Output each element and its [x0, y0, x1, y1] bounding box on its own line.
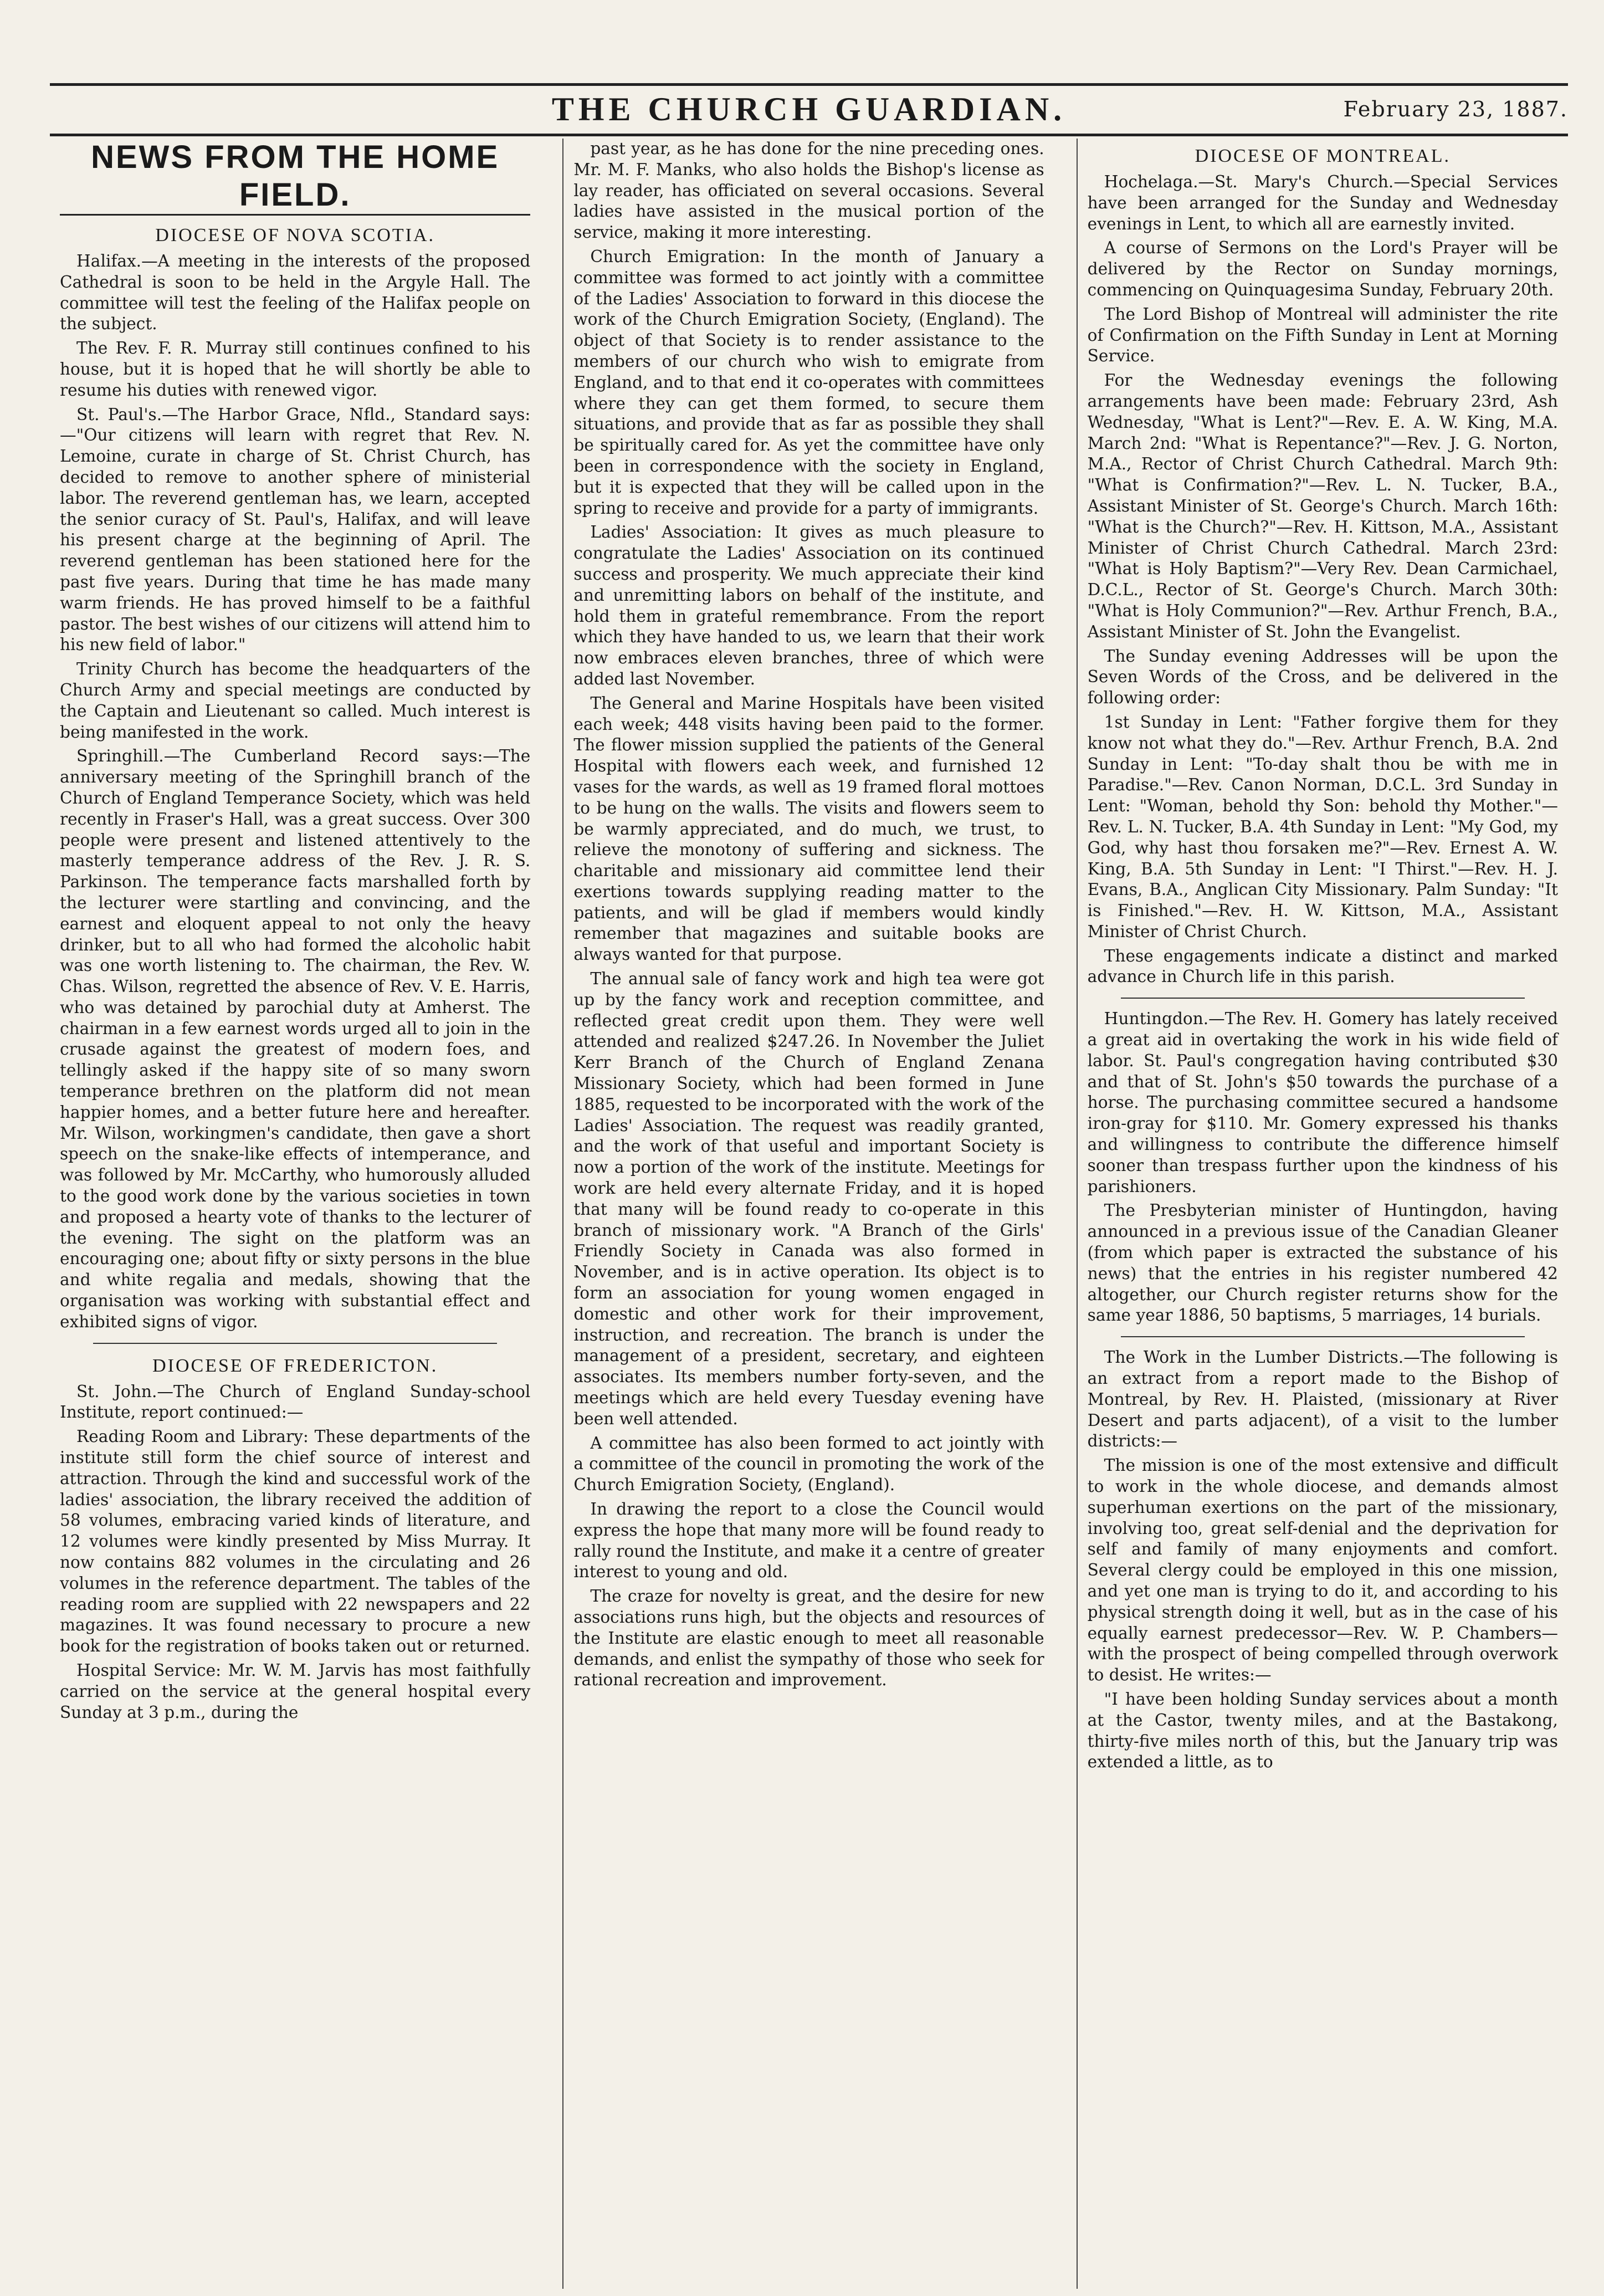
- paragraph: The Sunday evening Addresses will be upon the Seven Words of the Cross, and be delivered in the following order:: [1087, 646, 1558, 708]
- column-3: [1077, 139, 1568, 2289]
- paragraph: Hochelaga.—St. Mary's Church.—Special Services have been arranged for the Sunday and Wednesday evenings in Lent, to which all are earnestly invited.: [1087, 172, 1558, 233]
- paragraph: The craze for novelty is great, and the desire for new associations runs high, but the objects and resources of the Institute are elastic enough to meet all reasonable demands, and enlist the sympathy of those who seek for rational recreation and improvement.: [573, 1587, 1044, 1690]
- paragraph: In drawing the report to a close the Council would express the hope that many more will be found ready to rally round the Institute, and make it a centre of greater interest to young and old.: [573, 1500, 1044, 1582]
- paragraph: The Lord Bishop of Montreal will administer the rite of Confirmation on the Fifth Sunday in Lent at Morning Service.: [1087, 304, 1558, 366]
- paragraph: 1st Sunday in Lent: "Father forgive them for they know not what they do."—Rev. Arthur French, B.A. 2nd Sunday in Lent: "To-day shalt thou be with me in Paradise."—Rev. Canon Norman, D.C.L. 3rd Sunday in Lent: "Woman, behold thy Son: behold thy Mother."—Rev. L. N. Tucker, B.A. 4th Sunday in Lent: "My God, my God, why hast thou forsaken me?"—Rev. Ernest A. W. King, B.A. 5th Sunday in Lent: "I Thirst."—Rev. H. J. Evans, B.A., Anglican City Missionary. Palm Sunday: "It is Finished."—Rev. H. W. Kittson, M.A., Assistant Minister of Christ Church.: [1087, 712, 1558, 941]
- paragraph: The General and Marine Hospitals have been visited each week; 448 visits having been paid to the former. The flower mission supplied the patients of the General Hospital with flowers each week, and furnished 12 vases for the wards, as well as 19 framed floral mottoes to be hung on the walls. The visits and flowers seem to be warmly appreciated, and do much, we trust, to relieve the monotony of suffering and sickness. The charitable and missionary aid committee lend their exertions towards supplying reading matter to the patients, and will be glad if members would kindly remember that magazines and suitable books are always wanted for that purpose.: [573, 693, 1044, 964]
- paragraph: The mission is one of the most extensive and difficult to work in the whole diocese, and demands almost superhuman exertions on the part of the missionary, involving too, great self-denial and the deprivation for self and family of many enjoyments and comfort. Several clergy could be employed in this one mission, and yet one man is trying to do it, and according to his physical strength doing it well, but as in the case of his equally earnest predecessor—Rev. W. P. Chambers—with the prospect of being compelled through overwork to desist. He writes:—: [1087, 1456, 1558, 1685]
- paragraph: The Presbyterian minister of Huntingdon, having announced in a previous issue of the Canadian Gleaner (from which paper is extracted the substance of his news) that the entries in his register numbered 42 altogether, our Church register returns show for the same year 1886, 50 baptisms, 5 marriages, 14 burials.: [1087, 1201, 1558, 1325]
- diocese-heading-fredericton: DIOCESE OF FREDERICTON.: [152, 1355, 438, 1376]
- paragraph: Church Emigration: In the month of January a committee was formed to act jointly with a committee of the Ladies' Association to forward in this diocese the work of the Church Emigration Society, (England). The object of that Society is to render assistance to the members of our church who wish to emigrate from England, and to that end it co-operates with committees where they can get them formed, to secure them situations, and provide that as far as possible they shall be spiritually cared for. As yet the committee have only been in correspondence with the society in England, but it is expected that they will be called upon in the spring to receive and provide for a party of immigrants.: [573, 247, 1044, 518]
- paragraph: Springhill.—The Cumberland Record says:—The anniversary meeting of the Springhill branch of the Church of England Temperance Society, which was held recently in Fraser's Hall, was a great success. Over 300 people were present and listened attentively to the masterly temperance address of the Rev. J. R. S. Parkinson. The temperance facts marshalled forth by the lecturer were startling and convincing, and the earnest and eloquent appeal to not only the heavy drinker, but to all who had formed the alcoholic habit was one worth listening to. The chairman, the Rev. W. Chas. Wilson, regretted the absence of Rev. V. E. Harris, who was detained by parochial duty at Amherst. The chairman in a few earnest words urged all to join in the crusade against the greatest of modern foes, and tellingly asked if the happy site of so many sworn temperance brethren on the platform did not mean happier homes, and a better future here and hereafter. Mr. Wilson, workingmen's candidate, then gave a short speech on the snake-like effects of intemperance, and was followed by Mr. McCarthy, who humorously alluded to the good work done by the various societies in town and proposed a hearty vote of thanks to the lecturer of the evening. The sight on the platform was an encouraging one; about fifty or sixty persons in the blue and white regalia and medals, showing that the organisation was working with substantial effect and exhibited signs of vigor.: [60, 746, 531, 1331]
- paragraph: Hospital Service: Mr. W. M. Jarvis has most faithfully carried on the service at the general hospital every Sunday at 3 p.m., during the: [60, 1661, 531, 1722]
- paragraph: "I have been holding Sunday services about a month at the Castor, twenty miles, and at the Bastakong, thirty-five miles north of this, but the January trip was extended a little, as to: [1087, 1689, 1558, 1772]
- paragraph: past year, as he has done for the nine preceding ones. Mr. M. F. Manks, who also holds the Bishop's license as lay reader, has officiated on several occasions. Several ladies have assisted in the musical portion of the service, making it more interesting.: [573, 139, 1044, 242]
- divider: [93, 1343, 497, 1344]
- paragraph: A course of Sermons on the Lord's Prayer will be delivered by the Rector on Sunday mornings, commencing on Quinquagesima Sunday, February 20th.: [1087, 238, 1558, 299]
- paragraph: Halifax.—A meeting in the interests of the proposed Cathedral is soon to be held in the Argyle Hall. The committee will test the feeling of the Halifax people on the subject.: [60, 252, 531, 334]
- newspaper-title: THE CHURCH GUARDIAN.: [551, 91, 1067, 127]
- paragraph: Trinity Church has become the headquarters of the Church Army and special meetings are conducted by the Captain and Lieutenant so called. Much interest is being manifested in the work.: [60, 659, 531, 742]
- paragraph: Huntingdon.—The Rev. H. Gomery has lately received a great aid in overtaking the work in his wide field of labor. St. Paul's congregation having contributed $30 and that of St. John's $50 towards the purchase of a horse. The purchasing committee secured a handsome iron-gray for $110. Mr. Gomery expressed his thanks and willingness to contribute the difference himself sooner than trespass further upon the kindness of his parishioners.: [1087, 1009, 1558, 1196]
- section-banner: NEWS FROM THE HOME FIELD.: [60, 139, 530, 216]
- paragraph: Ladies' Association: It gives as much pleasure to congratulate the Ladies' Association on its continued success and prosperity. We much appreciate their kind and unremitting labors on behalf of the institute, and hold them in grateful remembrance. From the report which they have handed to us, we learn that their work now embraces eleven branches, three of which were added last November.: [573, 523, 1044, 688]
- masthead: [50, 83, 1568, 136]
- diocese-heading-nova-scotia: DIOCESE OF NOVA SCOTIA.: [155, 225, 435, 246]
- paragraph: The annual sale of fancy work and high tea were got up by the fancy work and reception committee, and reflected great credit upon them. They were well attended and realized $247.26. In November the Juliet Kerr Branch of the Church of England Zenana Missionary Society, which had been formed in June 1885, requested to be incorporated with the work of the Ladies' Association. The request was readily granted, and the work of that useful and important Society is now a portion of the work of the institute. Meetings for work are held every alternate Friday, and it is hoped that many will be found ready to co-operate in this branch of missionary work. "A Branch of the Girls' Friendly Society in Canada was also formed in November, and is in active operation. Its object is to form an association for young women engaged in domestic and other work for their improvement, instruction, and recreation. The branch is under the management of a president, secretary, and eighteen associates. Its members number forty-seven, and the meetings which are held every Tuesday evening have been well attended.: [573, 969, 1044, 1428]
- column-1: [50, 139, 540, 2289]
- issue-date: February 23, 1887.: [1343, 97, 1568, 121]
- paragraph: For the Wednesday evenings the following arrangements have been made: February 23rd, Ash Wednesday, "What is Lent?"—Rev. E. A. W. King, M.A. March 2nd: "What is Repentance?"—Rev. J. G. Norton, M.A., Rector of Christ Church Cathedral. March 9th: "What is Confirmation?"—Rev. L. N. Tucker, B.A., Assistant Minister of St. George's Church. March 16th: "What is the Church?"—Rev. H. Kittson, M.A., Assistant Minister of Christ Church Cathedral. March 23rd: "What is Holy Baptism?"—Very Rev. Dean Carmichael, D.C.L., Rector of St. George's Church. March 30th: "What is Holy Communion?"—Rev. Arthur French, B.A., Assistant Minister of St. John the Evangelist.: [1087, 371, 1558, 641]
- paragraph: A committee has also been formed to act jointly with a committee of the council in promoting the work of the Church Emigration Society, (England).: [573, 1433, 1044, 1495]
- column-2: [562, 139, 1054, 2289]
- paragraph: The Rev. F. R. Murray still continues confined to his house, but it is hoped that he will shortly be able to resume his duties with renewed vigor.: [60, 339, 531, 400]
- paragraph: The Work in the Lumber Districts.—The following is an extract from a report made to the Bishop of Montreal, by Rev. H. Plaisted, (missionary at River Desert and parts adjacent), of a visit to the lumber districts:—: [1087, 1348, 1558, 1451]
- article-columns: [50, 139, 1568, 2289]
- paragraph: St. Paul's.—The Harbor Grace, Nfld., Standard says:—"Our citizens will learn with regret that Rev. N. Lemoine, curate in charge of St. Christ Church, has decided to remove to another sphere of ministerial labor. The reverend gentleman has, we learn, accepted the senior curacy of St. Paul's, Halifax, and will leave his present charge at the beginning of April. The reverend gentleman has been stationed here for the past five years. During that time he has made many warm friends. He has proved himself to be a faithful pastor. The best wishes of our citizens will attend him to his new field of labor.": [60, 405, 531, 654]
- paragraph: St. John.—The Church of England Sunday-school Institute, report continued:—: [60, 1382, 531, 1422]
- divider: [1121, 1336, 1525, 1337]
- paragraph: These engagements indicate a distinct and marked advance in Church life in this parish.: [1087, 946, 1558, 986]
- diocese-heading-montreal: DIOCESE OF MONTREAL.: [1195, 146, 1451, 166]
- divider: [1121, 998, 1525, 999]
- paragraph: Reading Room and Library: These departments of the institute still form the chief source of interest and attraction. Through the kind and successful work of the ladies' association, the library received the addition of 58 volumes, embracing varied kinds of literature, and 12 volumes were kindly presented by Miss Murray. It now contains 882 volumes in the circulating and 26 volumes in the reference department. The tables of the reading room are supplied with 22 newspapers and 22 magazines. It was found necessary to procure a new book for the registration of books taken out or returned.: [60, 1427, 531, 1656]
